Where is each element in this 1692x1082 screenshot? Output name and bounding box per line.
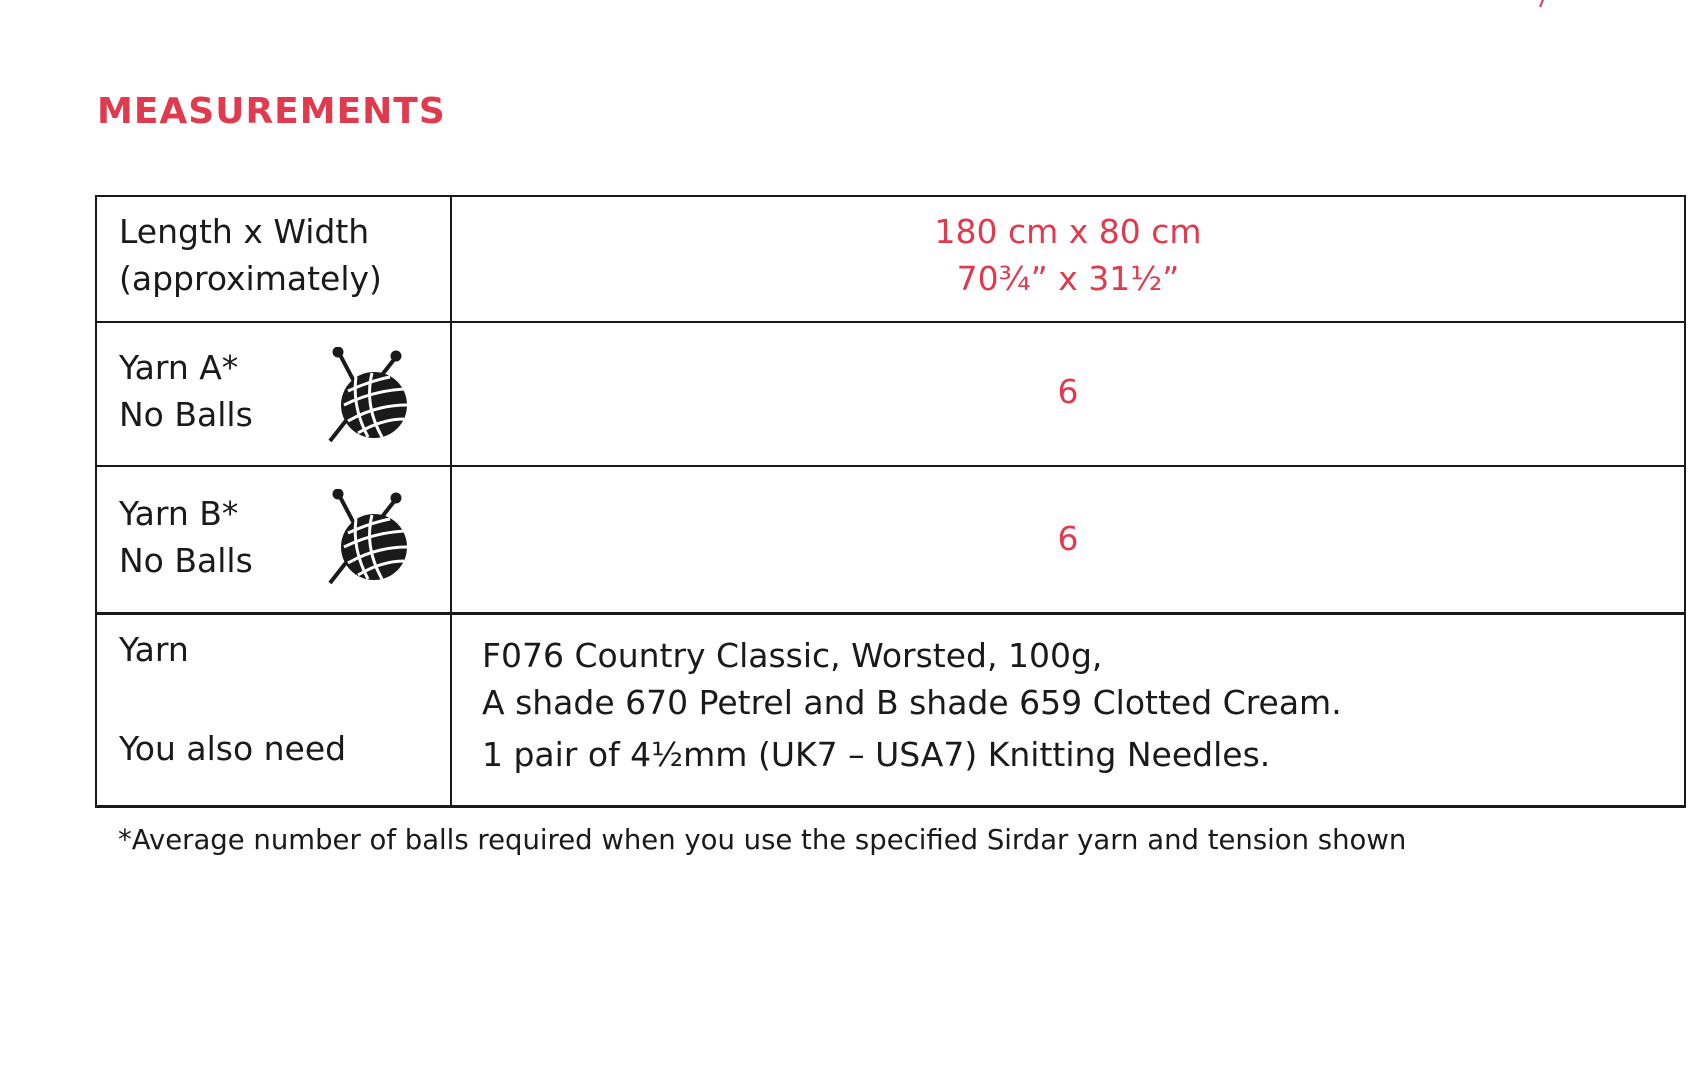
yarn-product-line: F076 Country Classic, Worsted, 100g, [482,636,1103,675]
yarn-b-ball-count: 6 [1057,519,1079,559]
yarn-ball-with-needles-icon [328,347,418,443]
dimensions-imperial: 70¾” x 31½” [956,258,1180,298]
needles-line: 1 pair of 4½mm (UK7 – USA7) Knitting Needles. [482,734,1271,774]
table-row-yarn-a [96,322,1685,466]
table-row-yarn-info [96,614,1685,807]
also-need-label: You also need [119,728,347,768]
dimensions-qualifier: (approximately) [119,258,382,298]
corner-mark [1537,0,1547,8]
yarn-shades-line: A shade 670 Petrel and B shade 659 Clotted Cream. [482,682,1342,722]
yarn-info-detail-cell [451,614,1685,807]
table-row-yarn-b [96,466,1685,614]
yarn-a-balls-label: No Balls [119,394,253,434]
dimensions-value-cell [451,196,1685,322]
dimensions-label-cell [96,196,451,322]
yarn-a-label: Yarn A* [119,348,239,387]
yarn-a-value-cell [451,322,1685,466]
yarn-b-value-cell [451,466,1685,614]
yarn-b-balls-label: No Balls [119,540,253,580]
dimensions-metric: 180 cm x 80 cm [934,212,1202,251]
yarn-a-label-cell [96,322,451,466]
footnote: *Average number of balls required when you use the specified Sirdar yarn and tension shown [118,824,1407,856]
yarn-label: Yarn [119,630,189,669]
yarn-ball-with-needles-icon [328,489,418,585]
yarn-info-label-cell [96,614,451,807]
section-heading: MEASUREMENTS [97,91,446,132]
measurements-table [95,195,1686,808]
table-row-dimensions [96,196,1685,322]
yarn-a-ball-count: 6 [1057,371,1079,411]
dimensions-label: Length x Width [119,212,370,251]
yarn-b-label: Yarn B* [119,494,239,533]
yarn-b-label-cell [96,466,451,614]
